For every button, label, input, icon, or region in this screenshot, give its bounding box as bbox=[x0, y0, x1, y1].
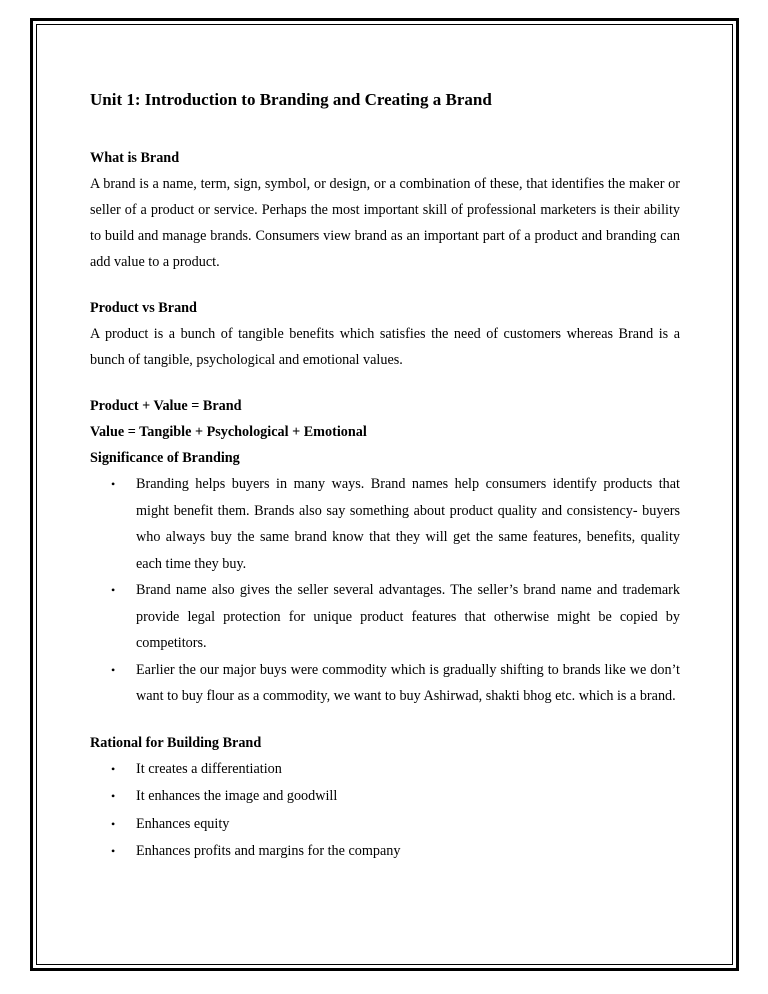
section-what-is-brand bbox=[90, 145, 680, 275]
list-item-text: It enhances the image and goodwill bbox=[136, 788, 338, 804]
bullet-icon: • bbox=[111, 477, 116, 491]
heading-significance-of-branding: Significance of Branding bbox=[90, 450, 240, 466]
paragraph-what-is-brand: A brand is a name, term, sign, symbol, or design, or a combination of these, that identifies the maker or seller of a product or service. Perhaps the most important skill of professional marketers is their ability to build and manage brands. Consumers view brand as an important part of a product and branding can add value to a product. bbox=[90, 176, 680, 270]
list-item bbox=[90, 657, 680, 710]
list-item bbox=[90, 577, 680, 657]
page-title: Unit 1: Introduction to Branding and Creating a Brand bbox=[90, 90, 492, 109]
equation-product-value-brand: Product + Value = Brand bbox=[90, 398, 242, 414]
bullet-icon: • bbox=[111, 816, 116, 831]
paragraph-product-vs-brand: A product is a bunch of tangible benefits which satisfies the need of customers whereas Brand is a bunch of tangible, psychological and emotional values. bbox=[90, 326, 680, 368]
heading-rational-for-building-brand: Rational for Building Brand bbox=[90, 734, 262, 751]
list-item bbox=[90, 756, 680, 784]
list-item-text: Branding helps buyers in many ways. Brand names help consumers identify products that might benefit them. Brands also say something about product quality and consistency- buyers who always buy the same brand know that they will get the same features, benefits, quality each time they buy. bbox=[136, 476, 680, 572]
significance-list bbox=[90, 471, 680, 710]
document-content bbox=[90, 88, 680, 866]
list-item bbox=[90, 783, 680, 811]
list-item bbox=[90, 811, 680, 839]
list-item-text: Enhances profits and margins for the company bbox=[136, 843, 401, 859]
heading-what-is-brand: What is Brand bbox=[90, 150, 180, 166]
section-significance bbox=[90, 393, 680, 710]
list-item bbox=[90, 471, 680, 577]
bullet-icon: • bbox=[111, 583, 116, 597]
list-item bbox=[90, 838, 680, 866]
rational-list bbox=[90, 756, 680, 866]
bullet-icon: • bbox=[111, 844, 116, 858]
section-rational bbox=[90, 730, 680, 866]
bullet-icon: • bbox=[111, 662, 116, 677]
bullet-icon: • bbox=[111, 761, 116, 776]
bullet-icon: • bbox=[111, 789, 116, 803]
section-product-vs-brand bbox=[90, 295, 680, 373]
list-item-text: Brand name also gives the seller several advantages. The seller’s brand name and trademark provide legal protection for unique product features that otherwise might be copied by competitors. bbox=[136, 582, 680, 651]
list-item-text: Enhances equity bbox=[136, 815, 230, 832]
heading-product-vs-brand: Product vs Brand bbox=[90, 300, 197, 316]
equation-value-components: Value = Tangible + Psychological + Emotional bbox=[90, 424, 367, 440]
list-item-text: It creates a differentiation bbox=[136, 760, 282, 777]
list-item-text: Earlier the our major buys were commodity which is gradually shifting to brands like we don’t want to buy flour as a commodity, we want to buy Ashirwad, shakti bhog etc. which is a brand. bbox=[136, 661, 680, 704]
